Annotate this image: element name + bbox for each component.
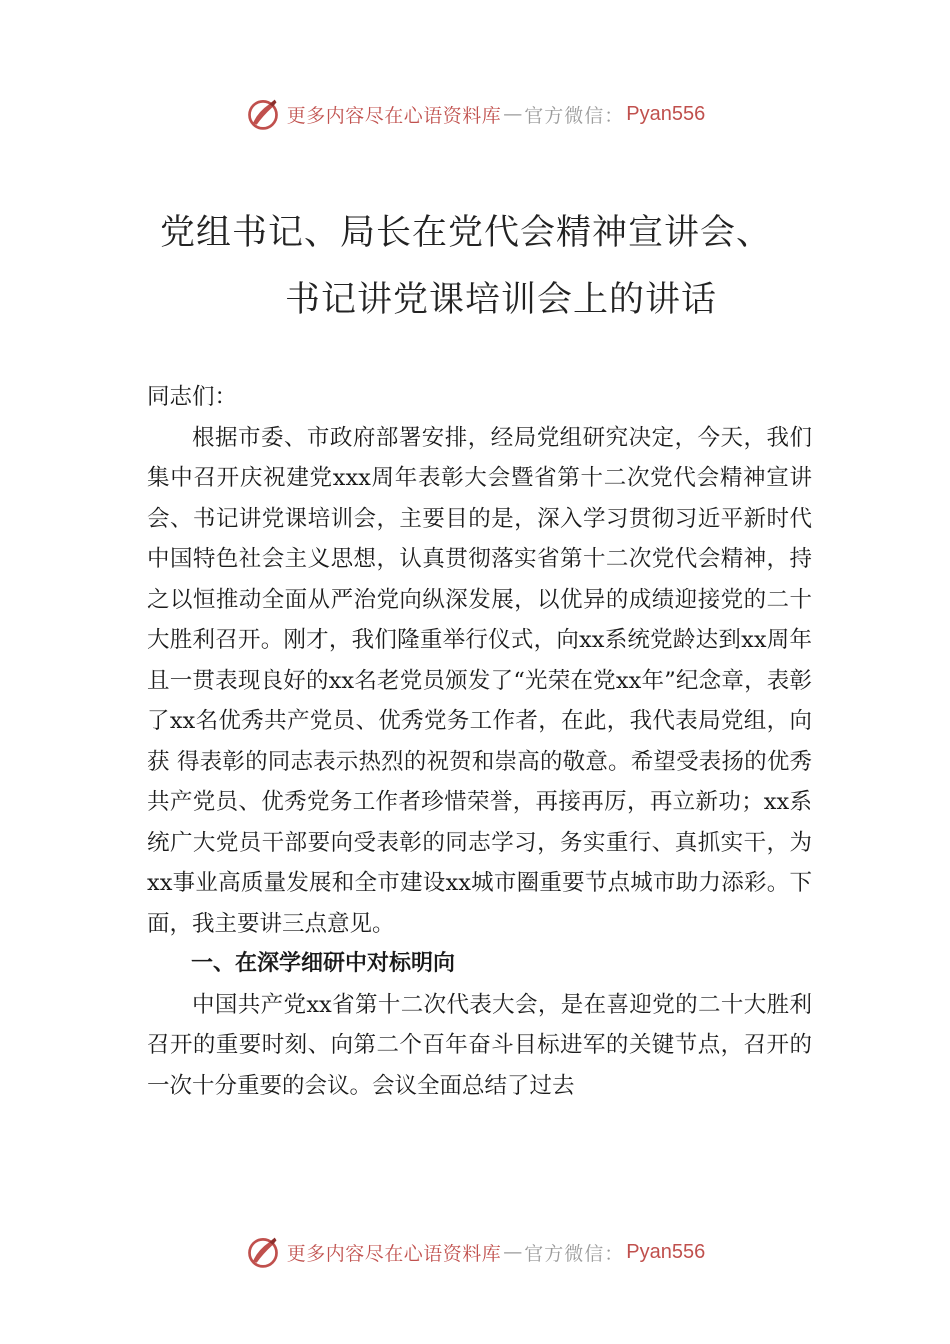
intro-paragraph: 根据市委、市政府部署安排，经局党组研究决定，今天，我们集中召开庆祝建党xxx周年表彰大会暨省第十二次党代会精神宣讲会、书记讲党课培训会，主要目的是，深入学习贯彻习近平新时代中国特色社会主义思想，认真贯彻落实省第十二次党代会精神，持之以恒推动全面从严治党向纵深发展，以优异的成绩迎接党的二十大胜利召开。刚才，我们隆重举行仪式，向xx系统党龄达到xx周年且一贯表现良好的xx名老党员颁发了“光荣在党xx年”纪念章，表彰了xx名优秀共产党员、优秀党务工作者，在此，我代表局党组，向获 得表彰的同志表示热烈的祝贺和崇高的敬意。希望受表扬的优秀共产党员、优秀党务工作者珍惜荣誉，再接再厉，再立新功；xx系统广大党员干部要向受表彰的同志学习，务实重行、真抓实干，为xx事业高质量发展和全市建设xx城市圈重要节点城市助力添彩。下面，我主要讲三点意见。 (147, 424, 812, 937)
banner-text: 更多内容尽在心语资料库 (286, 1242, 502, 1265)
pen-logo-icon (245, 1234, 281, 1270)
banner-separator: — (503, 103, 523, 125)
banner-wechat-id: Pyan556 (626, 1240, 706, 1263)
banner-contact-label: 官方微信： (524, 104, 625, 127)
section-1-paragraph: 中国共产党xx省第十二次代表大会，是在喜迎党的二十大胜利召开的重要时刻、向第二个百年奋斗目标进军的关键节点，召开的一次十分重要的会议。会议全面总结了过去 (147, 991, 812, 1099)
banner-contact-label: 官方微信： (524, 1242, 625, 1265)
salutation: 同志们： (147, 384, 238, 410)
pen-logo-icon (245, 96, 281, 132)
banner-text: 更多内容尽在心语资料库 (286, 104, 502, 127)
banner-separator: — (503, 1241, 523, 1263)
footer-banner (0, 1230, 950, 1274)
banner-wechat-id: Pyan556 (626, 102, 706, 125)
document-body (147, 377, 812, 1106)
header-banner (0, 92, 950, 136)
document-title-line-1: 党组书记、局长在党代会精神宣讲会、 (160, 213, 773, 253)
document-title-line-2: 书记讲党课培训会上的讲话 (285, 280, 718, 320)
section-heading-1: 一、在深学细研中对标明向 (191, 951, 456, 976)
